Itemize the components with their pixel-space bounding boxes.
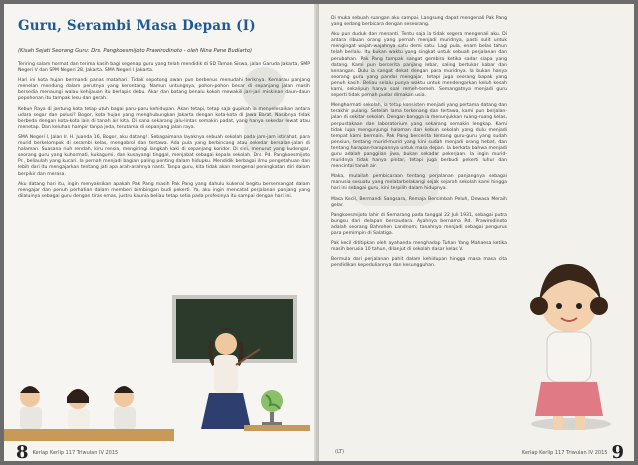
left-page — [4, 4, 317, 461]
author-initials: (LT) — [335, 449, 345, 455]
page-number: 9 — [611, 442, 624, 461]
paragraph: Aku pun duduk dan menanti. Tentu saja ia tidak segera mengenali aku. Di antara ribuan orang yang pernah menjadi muridnya, pasti sulit untuk mengingat wajah-wajahnya satu demi satu. Lagi pula, enam belas tahun telah berlalu. Itu bukan waktu yang singkat untuk sebuah perjalanan dan perubahan. Pak Pang tampak sangat gembira ketika sadar siapa yang datang. Kami pun bercerita panjang lebar, saling bertukar kabar dan kenangan. Dulu ia sangat dekat dengan para muridnya. Ia bukan hanya seorang guru yang pandai mengajar, tetapi juga seorang bapak yang penuh kasih. Beliau selalu punya waktu untuk mendengarkan keluh kesah kami, sekalipun hanya soal remeh-temeh. Semangatnya menjadi guru seperti tidak pernah pudar dimakan usia. — [331, 32, 507, 99]
folio-right — [522, 442, 624, 461]
paragraph: Aku datang hari itu, ingin menyaksikan apakah Pak Pang masih Pak Pang yang dahulu kukenal begitu bersemangat dalam mengajar dan penuh perhatian dalam memberi bimbingan budi pekerti. Ya, aku ingin mencatat perjalanan panjang yang dilaluinya sebagai guru dengan tiras emas, justru kaunia beliau tetap setia pada profesinya itu sampai dengan hari ini. — [18, 181, 310, 199]
article-title: Guru, Serambi Masa Depan (I) — [18, 18, 256, 34]
right-body-text — [331, 16, 507, 273]
magazine-spread — [4, 4, 634, 461]
paragraph: Maka, mulailah pembicaraan tentang perjalanan panjangnya sebagai manusia sesuatu yang melatarbelakangi sejak sejarah sekolah kami hingga hari ini sebagai guru, kini terpilih dalam hidupnya. — [331, 174, 507, 192]
student-girl-icon — [67, 389, 90, 429]
paragraph: SMA Negeri I, Jalan Ir. H. Juanda 16, Bogor, aku datang!. Sebagaimana layaknya sebuah sekolah pada jam-jam istirahat, para murid berkelompok di serambi kelas, mengobrol dan tertawa. Ada pula yang berbincang atau sekedar bersalan-jalan di halaman. Suasana riuh rendah, kiru rensia, mengiringi langkah kaki di sepanjang koridor. Di sini, menurut yang kudengar, seorang guru yang kuhormati, kukagumi, dan kusayangi tinggal, menjabat sebagai kepala sekolah. Drs. Pd. Pangkoesmijoto Pr., beliaulah yang kucari. Ia pernah menjadi bagian paling penting dalam hidupku. Mendidik berbagai ilmu pengetahuan dan lebih dari itu mengajarkan tentang jati apa arah-arahnya nanti. Tanpa guru, kita tidak akan mengenal peningkatan diri dalam berpikir dan merasa. — [18, 134, 310, 177]
article-subtitle: (Kisah Sejati Seorang Guru: Drs. Pangkoesmijoto Prawirodinoto - oleh Nina Pane Budiarto) — [18, 48, 253, 54]
paragraph: Hari ini kota hujan bermandi panas matahari. Tidak sepotong awan pun berbenus menudahi teriknya. Kemarau panjang menelan mendung dalam perutnya yang kerontang. Namun untungnya, pohon-pohon besar di sepanjang jalan masih bersedia menaungi walau kehijauan itu berlapis debu. Akar dan batang benalu kokoh mewakili jari-jari miskinan daun-daun pepohonan itu tampak lesu dan gerah. — [18, 78, 310, 102]
paragraph: Kebun Raya di jantung kota tetap utuh bagai paru-paru kehidupan. Akan tetapi, tetap saja gupikah ia menyelesaikan antara udara segar dan polusi? Bogor, kota hujan yang menghubungkan Jakarta dengan kota-kota di Jawa Barat. Nasibnya tidak berbeda dengan kota-kota lain di tanah air kita. Di sana sekarang jalu-lintas semakin padat, yang hanya sekedar lewat atau menetap. Dan keluhan hampir tanpa jeda, terutama di sepanjang jalan raya. — [18, 106, 310, 130]
paragraph: Masa Kecil, Bermandi Sangsara, Remaja Bersimbah Peluh, Dewasa Meraih gelar. — [331, 196, 507, 208]
paragraph: Bermula dari perjalanan pahit dalam kehidupan hingga masa masa cita pendidikan kepeduliannya dan kesungguhan. — [331, 257, 507, 269]
classroom-illustration — [4, 289, 317, 444]
paragraph: Teriring salam hormat dan terima kasih bagi segenap guru yang telah mendidik di SD Taman Siswa, jalan Garuda Jakarta, SMP Negeri V dan SPM Negeri 28, Jakarta. SMA Negeri I Jakarta. — [18, 62, 310, 74]
folio-left — [16, 442, 118, 461]
girl-illustration — [511, 244, 631, 444]
page-number: 8 — [16, 442, 29, 461]
paragraph: Di muka sebuah ruangan aku sampai. Langsung dapat mengenali Pak Pang yang sedang berbicara dengan seseorang. — [331, 16, 507, 28]
paragraph: Pangkoesmijoto lahir di Semarang pada tanggal 22 Juli 1931, sebagai putra bungsu dari delapan bersaudara. Ayahnya bernama Rd. Prawirodinoto adalah seorang Bahrohen Landnom; tanahnya menjadi sebagai pengurus para pemimpin di Salatiga. — [331, 212, 507, 236]
left-body-text — [18, 62, 310, 204]
right-page — [319, 4, 634, 461]
folio-label: Kerlap Kerlip 117 Triwulan IV 2015 — [521, 449, 608, 456]
student-boy-icon — [20, 386, 42, 429]
paragraph: Menghormati sekolah, ia tetap konsisten menjadi yang pertama datang dan terakhir pulang. Setelah lama terkenang dan tertawa, kami pun berjalan-jalan di sekitar sekolah. Dengan bangga ia menunjukkan ruang-ruang kelas, perpustakaan dan laboratorium yang sekarang semakin lengkap. Kami tidak lupa mengunjungi halaman dan kebun sekolah yang dulu menjadi tempat kami bermain. Pak Pang bercerita tentang guru-guru yang sudah pensiun, tentang murid-murid yang kini sudah menjadi orang hebat, dan tentang harapan-harapannya untuk masa depan. Ia berkata bahwa menjadi guru adalah panggilan jiwa, bukan sekadar pekerjaan. Ia ingin murid-muridnya tidak hanya pintar, tetapi juga berbudi pekerti luhur dan mencintai tanah air. — [331, 103, 507, 170]
folio-label: Kerlap Kerlip 117 Triwulan IV 2015 — [32, 449, 119, 456]
student-boy-icon — [114, 386, 136, 429]
paragraph: Pak kecil dititipkan oleh ayahanda menghadap Tuhan Yang Mahaesa ketika masih berusia 10 tahun, dilanjut di sekolah dasar kelas V. — [331, 241, 507, 253]
